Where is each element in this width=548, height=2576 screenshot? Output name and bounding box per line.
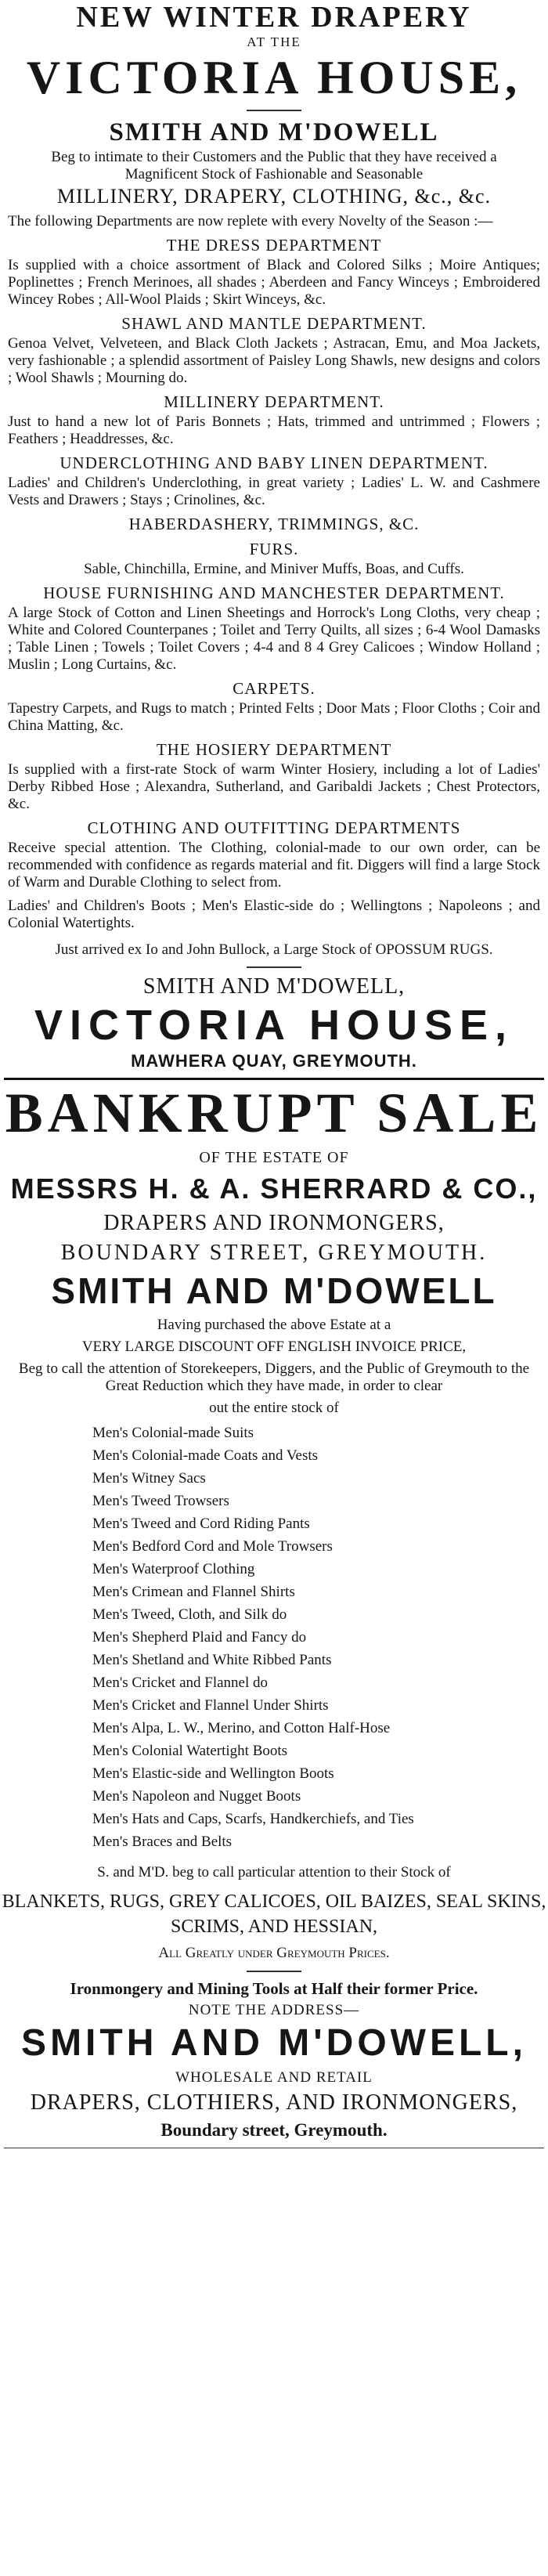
signature-firm: SMITH AND M'DOWELL, bbox=[142, 974, 406, 999]
department-shawl bbox=[0, 314, 548, 387]
department-title: HOUSE FURNISHING AND MANCHESTER DEPARTMENT. bbox=[43, 583, 505, 602]
clothing-items-list bbox=[92, 1422, 548, 1853]
advert-headline: NEW WINTER DRAPERY bbox=[76, 1, 472, 34]
purchase-text: Having purchased the above Estate at a bbox=[157, 1317, 391, 1333]
list-item: Men's Braces and Belts bbox=[92, 1834, 233, 1850]
arrived-text: Just arrived ex Io and John Bullock, a Large Stock of OPOSSUM RUGS. bbox=[55, 941, 493, 958]
department-hosiery bbox=[0, 740, 548, 813]
headline-at-the: AT THE bbox=[247, 34, 301, 49]
divider bbox=[247, 966, 301, 968]
department-title: CLOTHING AND OUTFITTING DEPARTMENTS bbox=[87, 818, 461, 837]
sherrard-name: MESSRS H. & A. SHERRARD & CO., bbox=[10, 1172, 538, 1205]
department-text: Is supplied with a first-rate Stock of warm Winter Hosiery, including a lot of Ladies' Derby Ribbed Hose ; Alexandra, Sutherland, and Garibaldi Jackets ; Chest Protectors, &c. bbox=[8, 761, 540, 812]
department-title: THE DRESS DEPARTMENT bbox=[166, 236, 382, 255]
list-item: Men's Shepherd Plaid and Fancy do bbox=[92, 1629, 307, 1646]
department-title: UNDERCLOTHING AND BABY LINEN DEPARTMENT. bbox=[59, 453, 489, 472]
department-clothing bbox=[0, 818, 548, 891]
list-item: Men's Colonial-made Coats and Vests bbox=[92, 1447, 319, 1464]
department-title: MILLINERY DEPARTMENT. bbox=[164, 392, 384, 411]
divider bbox=[247, 110, 301, 111]
victoria-house-title: VICTORIA HOUSE, bbox=[26, 52, 522, 103]
signature-wholesale: WHOLESALE AND RETAIL bbox=[175, 2069, 373, 2086]
bankrupt-sale-title: BANKRUPT SALE bbox=[5, 1082, 543, 1144]
department-underclothing bbox=[0, 453, 548, 509]
list-item: Men's Cricket and Flannel do bbox=[92, 1675, 268, 1691]
department-text: Is supplied with a choice assortment of Black and Colored Silks ; Moire Antiques; Poplinettes ; French Merinoes, all shades ; Aberdeen and Fancy Winceys ; Embroidered Wincey Robes ; All-Wool Plaids ; Skirt Winceys, &c. bbox=[8, 257, 540, 308]
departments-list bbox=[0, 236, 548, 891]
list-item: Men's Napoleon and Nugget Boots bbox=[92, 1788, 301, 1805]
department-text: Genoa Velvet, Velveteen, and Black Cloth Jackets ; Astracan, Emu, and Moa Jackets, very fashionable ; a splendid assortment of Paisley Long Shawls, new designs and colors ; Wool Shawls ; Mourning do. bbox=[8, 335, 540, 386]
discount-text: VERY LARGE DISCOUNT OFF ENGLISH INVOICE PRICE, bbox=[81, 1339, 467, 1355]
list-item: Men's Witney Sacs bbox=[92, 1470, 206, 1487]
prices-line: All Greatly under Greymouth Prices. bbox=[158, 1945, 390, 1961]
list-item: Men's Cricket and Flannel Under Shirts bbox=[92, 1697, 329, 1714]
list-item: Men's Waterproof Clothing bbox=[92, 1561, 255, 1577]
list-item: Men's Colonial Watertight Boots bbox=[92, 1743, 288, 1759]
department-text: Tapestry Carpets, and Rugs to match ; Printed Felts ; Door Mats ; Floor Cloths ; Coir and China Matting, &c. bbox=[8, 700, 540, 734]
list-item: Men's Alpa, L. W., Merino, and Cotton Half-Hose bbox=[92, 1720, 391, 1736]
list-item: Men's Bedford Cord and Mole Trowsers bbox=[92, 1538, 333, 1555]
department-dress bbox=[0, 236, 548, 309]
department-text: Sable, Chinchilla, Ermine, and Miniver Muffs, Boas, and Cuffs. bbox=[84, 561, 464, 577]
department-millinery bbox=[0, 392, 548, 448]
note-address: NOTE THE ADDRESS— bbox=[188, 2002, 360, 2018]
signature-firm: SMITH AND M'DOWELL, bbox=[21, 2022, 527, 2064]
signature-street: Boundary street, Greymouth. bbox=[160, 2120, 388, 2140]
department-house-furnishing bbox=[0, 583, 548, 674]
list-item: Men's Hats and Caps, Scarfs, Handkerchiefs, and Ties bbox=[92, 1811, 414, 1827]
department-text: A large Stock of Cotton and Linen Sheetings and Horrock's Long Cloths, very cheap ; White and Colored Counterpanes ; Toilet and Terry Quilts, all sizes ; 6-4 Wool Damasks ; Table Linen ; Towels ; Toilet Covers ; 4-4 and 8 4 Grey Calicoes ; Window Holland ; Muslin ; Long Curtains, &c. bbox=[8, 605, 540, 673]
boots-text: Ladies' and Children's Boots ; Men's Elastic-side do ; Wellingtons ; Napoleons ; and Colonial Watertights. bbox=[8, 898, 540, 931]
department-title: THE HOSIERY DEPARTMENT bbox=[156, 740, 392, 759]
list-item: Men's Tweed and Cord Riding Pants bbox=[92, 1516, 310, 1532]
signature-victoria-house: VICTORIA HOUSE, bbox=[34, 1002, 514, 1049]
department-haberdashery bbox=[0, 515, 548, 534]
bankrupt-sale-advert bbox=[0, 1080, 548, 2148]
divider bbox=[247, 1971, 301, 1972]
list-item: Men's Shetland and White Ribbed Pants bbox=[92, 1652, 332, 1668]
department-text: Receive special attention. The Clothing, colonial-made to our own order, can be recommended with confidence as regards material and fit. Diggers will find a large Stock of Warm and Durable Clothing to select from. bbox=[8, 840, 540, 891]
list-item: Men's Tweed Trowsers bbox=[92, 1493, 229, 1509]
victoria-house-advert bbox=[0, 0, 548, 1073]
attention-text: Beg to call the attention of Storekeepers, Diggers, and the Public of Greymouth to the Great Reduction which they have made, in order to clear bbox=[18, 1360, 530, 1394]
department-title: CARPETS. bbox=[233, 679, 315, 698]
trade-line: DRAPERS AND IRONMONGERS, bbox=[103, 1211, 445, 1235]
department-text: Just to hand a new lot of Paris Bonnets ; Hats, trimmed and untrimmed ; Flowers ; Feathers ; Headdresses, &c. bbox=[8, 414, 540, 447]
stock-line-1: BLANKETS, RUGS, GREY CALICOES, OIL BAIZES, SEAL SKINS, bbox=[2, 1891, 546, 1912]
department-title: FURS. bbox=[249, 540, 299, 558]
particular-attention-text: S. and M'D. beg to call particular attention to their Stock of bbox=[97, 1864, 451, 1881]
list-item: Men's Crimean and Flannel Shirts bbox=[92, 1584, 295, 1600]
department-carpets bbox=[0, 679, 548, 735]
ironmongery-line: Ironmongery and Mining Tools at Half their former Price. bbox=[70, 1979, 478, 1998]
department-title: HABERDASHERY, TRIMMINGS, &C. bbox=[128, 515, 420, 533]
list-item: Men's Elastic-side and Wellington Boots bbox=[92, 1765, 334, 1782]
department-text: Ladies' and Children's Underclothing, in great variety ; Ladies' L. W. and Cashmere Vests and Drawers ; Stays ; Crinolines, &c. bbox=[8, 475, 540, 508]
firm-name: SMITH AND M'DOWELL bbox=[109, 118, 439, 146]
department-furs bbox=[0, 540, 548, 578]
entire-stock-text: out the entire stock of bbox=[209, 1400, 339, 1416]
intro-text: Beg to intimate to their Customers and the Public that they have received a bbox=[51, 149, 497, 165]
stock-line-2: SCRIMS, AND HESSIAN, bbox=[170, 1917, 378, 1937]
intro-text-2: Magnificent Stock of Fashionable and Seasonable bbox=[124, 166, 424, 182]
street-line: BOUNDARY STREET, GREYMOUTH. bbox=[60, 1241, 488, 1265]
firm-name: SMITH AND M'DOWELL bbox=[51, 1270, 497, 1311]
signature-address: MAWHERA QUAY, GREYMOUTH. bbox=[131, 1051, 417, 1071]
list-item: Men's Colonial-made Suits bbox=[92, 1425, 254, 1441]
estate-line: OF THE ESTATE OF bbox=[199, 1149, 349, 1166]
signature-trades: DRAPERS, CLOTHIERS, AND IRONMONGERS, bbox=[30, 2090, 518, 2115]
list-item: Men's Tweed, Cloth, and Silk do bbox=[92, 1606, 287, 1623]
goods-line: MILLINERY, DRAPERY, CLOTHING, &c., &c. bbox=[56, 185, 492, 208]
department-title: SHAWL AND MANTLE DEPARTMENT. bbox=[121, 314, 427, 333]
lead-text: The following Departments are now replete with every Novelty of the Season :— bbox=[8, 213, 493, 229]
